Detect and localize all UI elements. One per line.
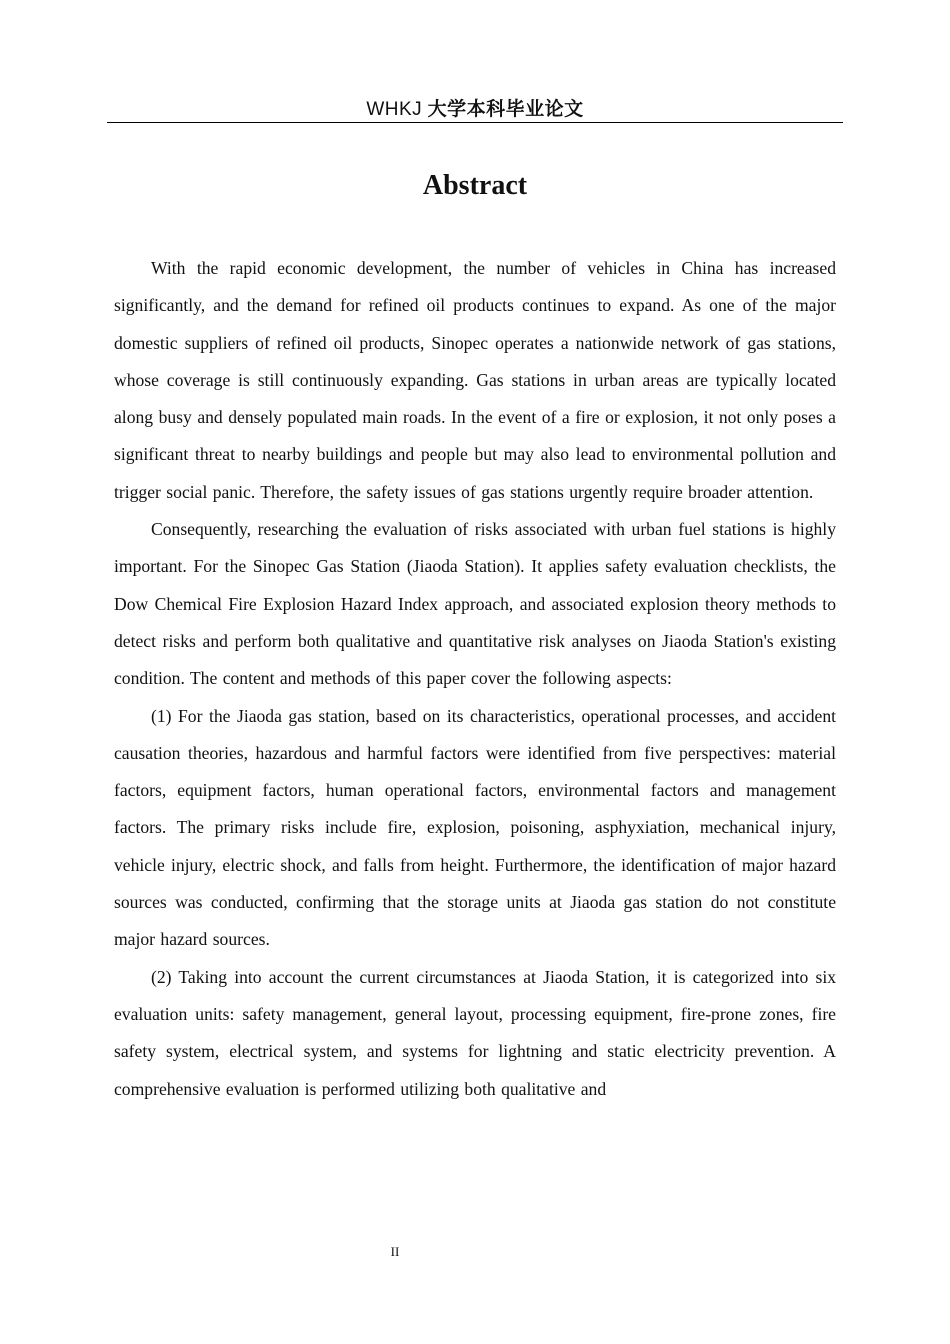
header-institution-code: WHKJ xyxy=(366,99,423,120)
abstract-paragraph-1: With the rapid economic development, the number of vehicles in China has increased significantly, and the demand for refined oil products continues to expand. As one of the major domestic suppliers of refined oil products, Sinopec operates a nationwide network of gas stations, whose coverage is still continuously expanding. Gas stations in urban areas are typically located along busy and densely populated main roads. In the event of a fire or explosion, it not only poses a significant threat to nearby buildings and people but may also lead to environmental pollution and trigger social panic. Therefore, the safety issues of gas stations urgently require broader attention. xyxy=(114,258,836,502)
page-title: Abstract xyxy=(422,170,528,201)
header-thesis-type: 大学本科毕业论文 xyxy=(427,98,584,120)
abstract-paragraph-2: Consequently, researching the evaluation of risks associated with urban fuel stations is highly important. For the Sinopec Gas Station (Jiaoda Station). It applies safety evaluation checklists, the Dow Chemical Fire Explosion Hazard Index approach, and associated explosion theory methods to detect risks and perform both qualitative and quantitative risk analyses on Jiaoda Station's existing condition. The content and methods of this paper cover the following aspects: xyxy=(114,519,836,689)
abstract-body xyxy=(114,250,836,1108)
abstract-paragraph-4: (2) Taking into account the current circumstances at Jiaoda Station, it is categorized into six evaluation units: safety management, general layout, processing equipment, fire-prone zones, fire safety system, electrical system, and systems for lightning and static electricity prevention. A comprehensive evaluation is performed utilizing both qualitative and xyxy=(114,966,836,1099)
page-number: II xyxy=(390,1244,400,1259)
header-divider xyxy=(107,122,843,123)
running-header xyxy=(107,96,843,122)
abstract-paragraph-3: (1) For the Jiaoda gas station, based on its characteristics, operational processes, and accident causation theories, hazardous and harmful factors were identified from five perspectives: material factors, equipment factors, human operational factors, environmental factors and management factors. The primary risks include fire, explosion, poisoning, asphyxiation, mechanical injury, vehicle injury, electric shock, and falls from height. Furthermore, the identification of major hazard sources was conducted, confirming that the storage units at Jiaoda gas station do not constitute major hazard sources. xyxy=(114,705,836,950)
